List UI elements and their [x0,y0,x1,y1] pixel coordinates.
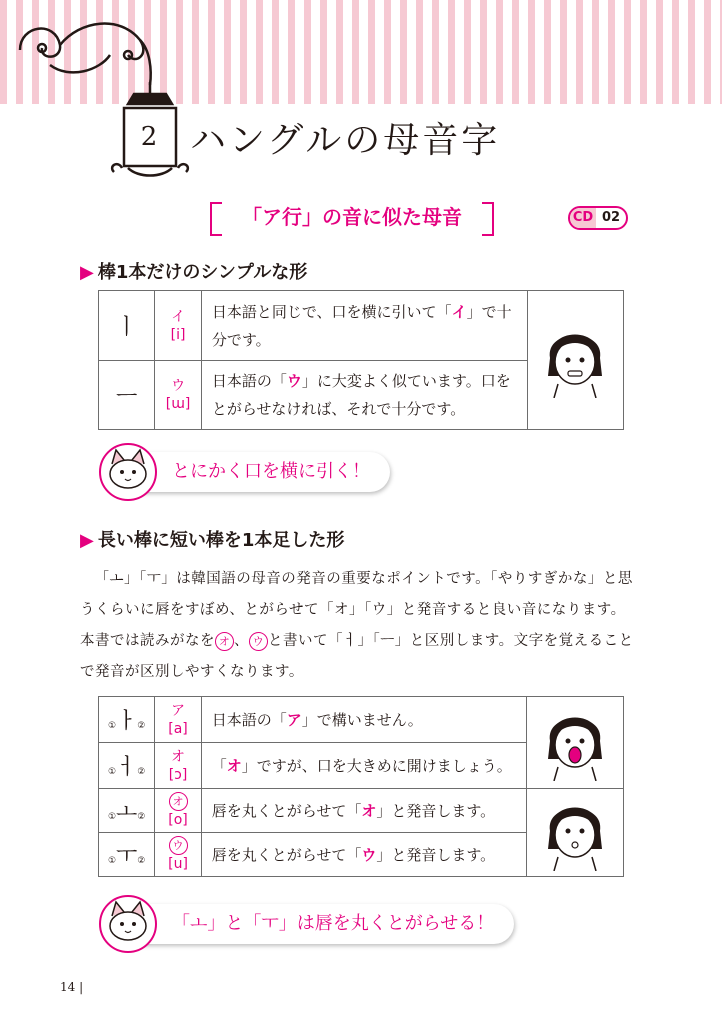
cd-label: CD [570,208,596,228]
tip-bubble-1 [104,452,390,492]
ipa: [o] [168,812,188,828]
glyph: ①ㅗ② [99,789,155,833]
triangle-icon: ▶ [80,530,94,551]
cd-track-badge [568,206,628,230]
explanation-paragraph: 「ㅗ」「ㅜ」は韓国語の母音の発音の重要なポイントです。「やりすぎかな」と思うくらいに唇をすぼめ、とがらせて「オ」「ウ」と発音すると良い音になります。本書では読みがなを オ 、 ウ と書いて「ㅓ」「ㅡ」と区別します。文字を覚えることで発音が区別しやすくなります。 [80,571,634,680]
glyph: ㅡ [99,361,155,430]
triangle-icon: ▶ [80,262,94,283]
kana: オ [171,748,186,765]
ipa: [ɔ] [168,766,188,783]
kana: イ [171,308,186,325]
circled-u: ウ [249,632,268,651]
glyph: ①ㅓ② [99,743,155,789]
circled-o: オ [215,632,234,651]
description: 「オ」ですが、口を大きめに開けましょう。 [201,743,527,789]
page-title: ハングルの母音字 [190,120,501,161]
kana: ア [171,702,186,719]
kana: ウ [171,378,186,394]
description: 日本語の「ウ」に大変よく似ています。口をとがらせなければ、それで十分です。 [201,361,527,430]
subtitle [210,200,494,234]
girl-pursed-lips-icon [540,791,610,871]
ipa: [u] [168,856,188,872]
description: 唇を丸くとがらせて「オ」と発音します。 [201,789,527,833]
girl-face-icon [540,318,610,398]
tip-text-2: 「ㅗ」と「ㅜ」は唇を丸くとがらせる！ [172,913,495,934]
scroll-ornament [10,10,160,90]
chapter-number: 2 [140,122,158,152]
cd-track: 02 [601,210,621,225]
section2-heading: ▶ 長い棒に短い棒を1本足した形 [80,530,345,551]
kana: オ [155,792,200,811]
bracket-right [482,202,494,236]
vowel-table-2 [98,696,624,877]
ipa: [i] [170,326,186,343]
description: 日本語と同じで、口を横に引いて「イ」で十分です。 [201,291,527,361]
glyph: ①ㅜ② [99,833,155,877]
page-number: 14 | [60,980,84,994]
section1-heading: ▶ 棒1本だけのシンプルな形 [80,262,308,283]
kana-cell [155,743,201,789]
table-row [99,697,624,743]
description: 唇を丸くとがらせて「ウ」と発音します。 [201,833,527,877]
ipa: [a] [168,720,188,737]
tip-bubble-2 [104,904,514,944]
cat-icon [98,894,158,954]
face-illustration [527,789,624,877]
glyph: ①ㅏ② [99,697,155,743]
kana-cell [155,361,202,430]
girl-open-mouth-icon [540,701,610,781]
face-illustration [527,697,624,789]
subtitle-text: 「ア行」の音に似た母音 [242,205,462,229]
kana: ウ [155,836,200,855]
kana-cell [155,291,202,361]
kana-cell [155,697,201,743]
kana-cell [155,833,201,877]
face-illustration [527,291,623,430]
vowel-table-1 [98,290,624,430]
tip-text-1: とにかく口を横に引く！ [172,461,370,482]
table-row [99,789,624,833]
table-row [99,291,624,361]
glyph: ㅣ [99,291,155,361]
ipa: [ɯ] [165,396,191,412]
description: 日本語の「ア」で構いません。 [201,697,527,743]
bracket-left [210,202,222,236]
cat-icon [98,442,158,502]
kana-cell [155,789,201,833]
